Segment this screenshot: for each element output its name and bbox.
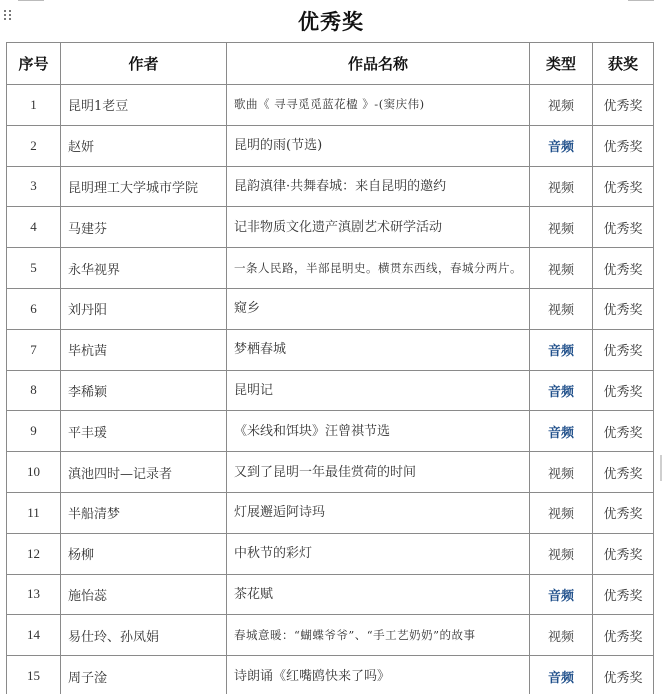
cell-work-title: 又到了昆明一年最佳赏荷的时间 (227, 452, 530, 493)
cell-work-title: 春城意暖：“蝴蝶爷爷”、“手工艺奶奶”的故事 (227, 615, 530, 656)
header-award: 获奖 (593, 43, 654, 85)
table-row (7, 85, 654, 126)
cell-author: 永华视界 (61, 248, 227, 289)
table-row (7, 492, 654, 533)
table-row (7, 288, 654, 329)
cell-author: 施怡蕊 (61, 574, 227, 615)
cell-author: 李稀颖 (61, 370, 227, 411)
cell-award: 优秀奖 (593, 533, 654, 574)
cell-type: 音频 (530, 656, 593, 694)
cell-index: 12 (7, 533, 61, 574)
cell-index: 13 (7, 574, 61, 615)
cell-award: 优秀奖 (593, 492, 654, 533)
table-row (7, 656, 654, 694)
cell-type: 视频 (530, 248, 593, 289)
cell-type: 视频 (530, 452, 593, 493)
cell-award: 优秀奖 (593, 166, 654, 207)
cell-index: 10 (7, 452, 61, 493)
cell-type: 视频 (530, 533, 593, 574)
cell-work-title: 梦栖春城 (227, 329, 530, 370)
table-row (7, 533, 654, 574)
cell-index: 4 (7, 207, 61, 248)
cell-award: 优秀奖 (593, 411, 654, 452)
cell-award: 优秀奖 (593, 288, 654, 329)
cell-award: 优秀奖 (593, 615, 654, 656)
cell-type: 视频 (530, 166, 593, 207)
cell-work-title: 记非物质文化遗产滇剧艺术研学活动 (227, 207, 530, 248)
cell-award: 优秀奖 (593, 370, 654, 411)
cell-award: 优秀奖 (593, 452, 654, 493)
cell-work-title: 窥乡 (227, 288, 530, 329)
cell-work-title: 一条人民路，半部昆明史。横贯东西线，春城分两片。 (227, 248, 530, 289)
cell-work-title: 昆明的雨(节选) (227, 125, 530, 166)
top-divider-left (18, 0, 44, 1)
cell-index: 8 (7, 370, 61, 411)
cell-author: 半船清梦 (61, 492, 227, 533)
cell-author: 周子淦 (61, 656, 227, 694)
table-row (7, 329, 654, 370)
cell-award: 优秀奖 (593, 248, 654, 289)
cell-work-title: 歌曲《 寻寻觅觅蓝花楹 》-(窦庆伟) (227, 85, 530, 126)
cell-type: 视频 (530, 615, 593, 656)
cell-author: 刘丹阳 (61, 288, 227, 329)
top-divider-right (628, 0, 654, 1)
cell-author: 昆明理工大学城市学院 (61, 166, 227, 207)
cell-author: 毕杭茜 (61, 329, 227, 370)
cell-type: 音频 (530, 411, 593, 452)
header-author: 作者 (61, 43, 227, 85)
cell-type: 视频 (530, 85, 593, 126)
cell-author: 昆明1老豆 (61, 85, 227, 126)
table-row (7, 370, 654, 411)
table-header-row (7, 43, 654, 85)
cell-award: 优秀奖 (593, 574, 654, 615)
table-row (7, 207, 654, 248)
cell-index: 1 (7, 85, 61, 126)
cell-index: 6 (7, 288, 61, 329)
cell-index: 2 (7, 125, 61, 166)
cell-award: 优秀奖 (593, 85, 654, 126)
cell-work-title: 茶花赋 (227, 574, 530, 615)
table-row (7, 615, 654, 656)
page-title: 优秀奖 (298, 9, 364, 34)
cell-author: 平丰瑗 (61, 411, 227, 452)
cell-type: 音频 (530, 574, 593, 615)
header-work: 作品名称 (227, 43, 530, 85)
cell-index: 5 (7, 248, 61, 289)
cell-index: 7 (7, 329, 61, 370)
cell-award: 优秀奖 (593, 207, 654, 248)
table-row (7, 166, 654, 207)
cell-award: 优秀奖 (593, 125, 654, 166)
cell-work-title: 诗朗诵《红嘴鸥快来了吗》 (227, 656, 530, 694)
header-index: 序号 (7, 43, 61, 85)
cell-type: 音频 (530, 125, 593, 166)
cell-award: 优秀奖 (593, 329, 654, 370)
cell-type: 视频 (530, 207, 593, 248)
cell-index: 15 (7, 656, 61, 694)
cell-work-title: 昆明记 (227, 370, 530, 411)
cell-work-title: 中秋节的彩灯 (227, 533, 530, 574)
cell-type: 音频 (530, 370, 593, 411)
cell-type: 音频 (530, 329, 593, 370)
cell-work-title: 昆韵滇律·共舞春城：来自昆明的邀约 (227, 166, 530, 207)
table-row (7, 125, 654, 166)
cell-type: 视频 (530, 288, 593, 329)
cell-index: 3 (7, 166, 61, 207)
table-row (7, 574, 654, 615)
table-row (7, 411, 654, 452)
cell-index: 9 (7, 411, 61, 452)
cell-work-title: 灯展邂逅阿诗玛 (227, 492, 530, 533)
awards-table (6, 42, 654, 694)
table-row (7, 452, 654, 493)
cell-type: 视频 (530, 492, 593, 533)
cell-index: 11 (7, 492, 61, 533)
cell-award: 优秀奖 (593, 656, 654, 694)
cell-work-title: 《米线和饵块》汪曾祺节选 (227, 411, 530, 452)
cell-author: 杨柳 (61, 533, 227, 574)
cell-index: 14 (7, 615, 61, 656)
header-type: 类型 (530, 43, 593, 85)
table-row (7, 248, 654, 289)
cell-author: 滇池四时—记录者 (61, 452, 227, 493)
cell-author: 赵妍 (61, 125, 227, 166)
cell-author: 马建芬 (61, 207, 227, 248)
cell-author: 易仕玲、孙凤娟 (61, 615, 227, 656)
